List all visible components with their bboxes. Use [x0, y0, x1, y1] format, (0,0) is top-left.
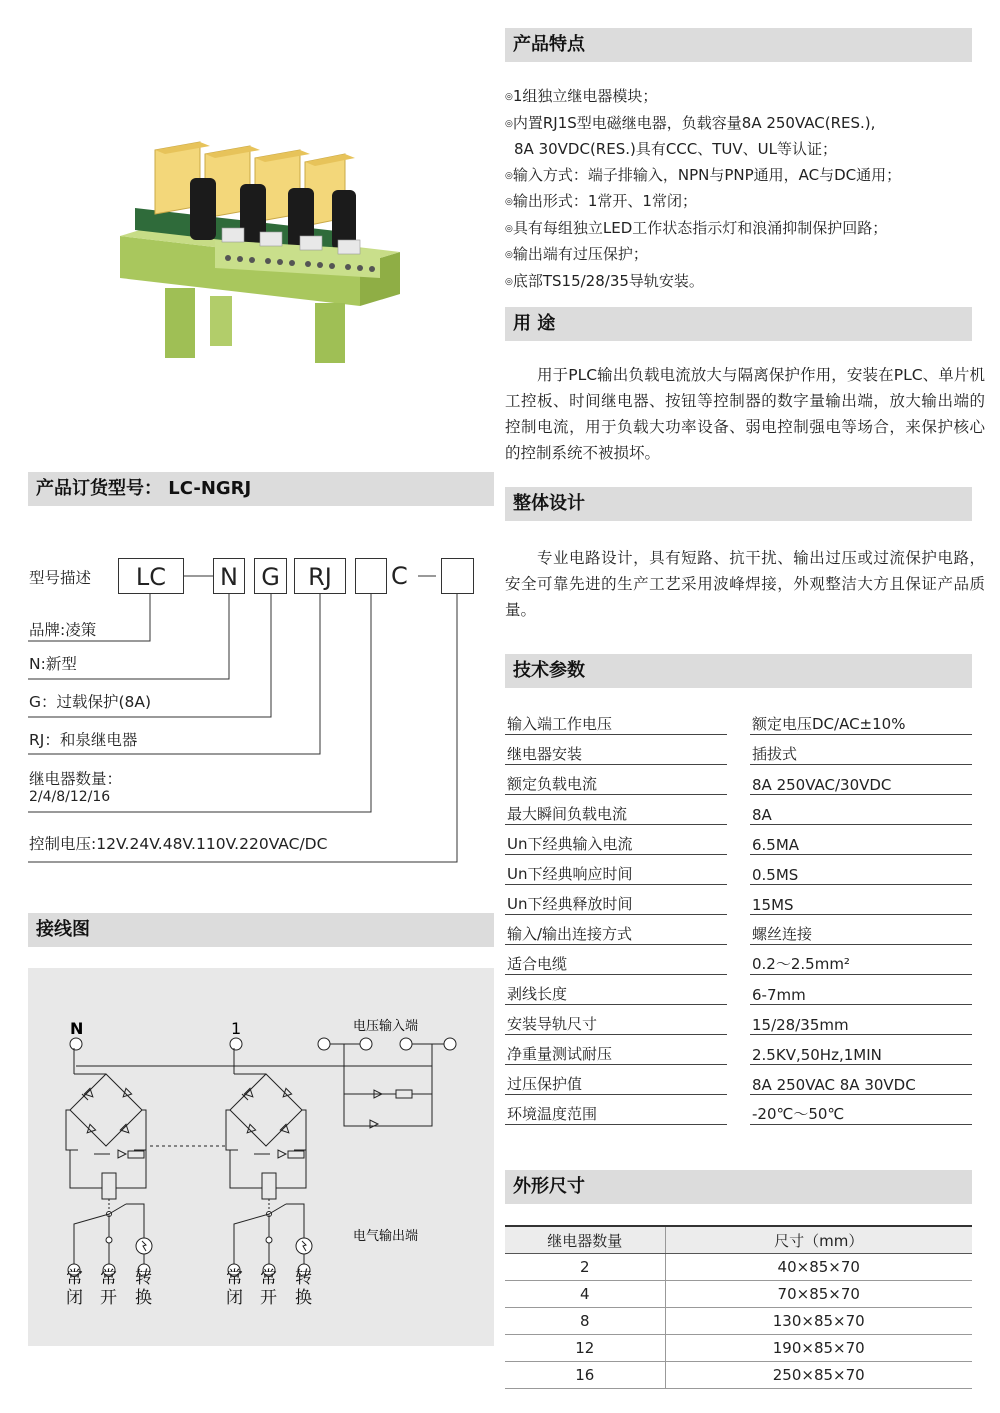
out-label-nc-1: 常 — [66, 1268, 83, 1288]
out-label-com-1: 转 — [135, 1268, 152, 1288]
spec-row — [505, 1065, 972, 1095]
spec-value: 8A 250VAC 8A 30VDC — [750, 1065, 972, 1095]
spec-row — [505, 975, 972, 1005]
spec-row — [505, 945, 972, 975]
terminal-1-label: 1 — [231, 1019, 242, 1038]
out-label-nc-1: 常 — [226, 1268, 243, 1288]
voltage-input-label: 电压输入端 — [353, 1019, 419, 1034]
wiring-diagram — [28, 968, 494, 1346]
spec-label: 适合电缆 — [505, 945, 727, 975]
model-desc-label: 型号描述 — [29, 569, 92, 587]
bullet-icon: ◎ — [505, 197, 513, 207]
spec-label: 剥线长度 — [505, 975, 727, 1005]
bullet-icon: ◎ — [505, 250, 513, 260]
spec-row — [505, 915, 972, 945]
dim-size: 190×85×70 — [665, 1335, 972, 1362]
spec-gap — [727, 705, 750, 735]
spec-row — [505, 765, 972, 795]
design-header: 整体设计 — [505, 487, 972, 521]
order-label-n: N:新型 — [29, 655, 77, 673]
spec-value: 0.2～2.5mm² — [750, 945, 972, 975]
dim-col-size: 尺寸（mm） — [665, 1226, 972, 1254]
out-label-nc-2: 闭 — [66, 1288, 83, 1308]
feature-item: ◎输出形式：1常开、1常闭； — [505, 192, 697, 210]
bullet-icon: ◎ — [505, 92, 513, 102]
code-box-n: N — [213, 558, 245, 594]
spec-gap — [727, 945, 750, 975]
bullet-icon: ◎ — [505, 170, 513, 181]
dim-row — [505, 1335, 972, 1362]
spec-row — [505, 705, 972, 735]
spec-value: 额定电压DC/AC±10% — [750, 705, 972, 735]
spec-label: Un下经典释放时间 — [505, 885, 727, 915]
spec-row — [505, 795, 972, 825]
order-label-voltage: 控制电压:12V.24V.48V.110V.220VAC/DC — [29, 835, 328, 853]
dim-col-count: 继电器数量 — [505, 1226, 665, 1254]
spec-label: 净重量测试耐压 — [505, 1035, 727, 1065]
spec-value: 8A 250VAC/30VDC — [750, 765, 972, 795]
order-label-rj: RJ：和泉继电器 — [29, 731, 138, 749]
spec-label: 最大瞬间负载电流 — [505, 795, 727, 825]
spec-value: 15MS — [750, 885, 972, 915]
feature-item: ◎输出端有过压保护； — [505, 245, 648, 263]
spec-label: 环境温度范围 — [505, 1095, 727, 1125]
electrical-output-label: 电气输出端 — [353, 1229, 419, 1244]
spec-gap — [727, 825, 750, 855]
spec-row — [505, 1095, 972, 1125]
spec-label: 额定负载电流 — [505, 765, 727, 795]
out-label-no-2: 开 — [100, 1288, 117, 1308]
spec-row — [505, 1035, 972, 1065]
spec-gap — [727, 1035, 750, 1065]
dim-size: 70×85×70 — [665, 1281, 972, 1308]
spec-label: 过压保护值 — [505, 1065, 727, 1095]
dim-row — [505, 1362, 972, 1389]
usage-text: 用于PLC输出负载电流放大与隔离保护作用，安装在PLC、单片机工控板、时间继电器、按钮等控制器的数字量输出端，放大输出端的控制电流，用于负载大功率设备、弱电控制强电等场合，来保护核心的控制系统不被损坏。 — [505, 366, 985, 462]
features-list — [505, 84, 985, 295]
bullet-icon: ◎ — [505, 118, 513, 129]
order-header: 产品订货型号： LC-NGRJ — [28, 472, 494, 506]
code-letter-c: C — [391, 562, 408, 590]
features-header: 产品特点 — [505, 28, 972, 62]
dim-count: 8 — [505, 1308, 665, 1335]
out-label-no-1: 常 — [260, 1268, 277, 1288]
spec-gap — [727, 915, 750, 945]
spec-value: 0.5MS — [750, 855, 972, 885]
spec-label: 继电器安装 — [505, 735, 727, 765]
spec-gap — [727, 765, 750, 795]
out-label-com-2: 换 — [135, 1288, 152, 1308]
spec-gap — [727, 795, 750, 825]
spec-value: 8A — [750, 795, 972, 825]
dim-count: 12 — [505, 1335, 665, 1362]
spec-value: -20℃～50℃ — [750, 1095, 972, 1125]
spec-gap — [727, 1005, 750, 1035]
out-label-com-2: 换 — [295, 1288, 312, 1308]
code-box-rj: RJ — [294, 558, 346, 594]
dim-count: 16 — [505, 1362, 665, 1389]
spec-gap — [727, 855, 750, 885]
spec-gap — [727, 975, 750, 1005]
wiring-header: 接线图 — [28, 913, 494, 947]
feature-item: ◎1组独立继电器模块； — [505, 87, 658, 105]
bullet-icon: ◎ — [505, 223, 513, 234]
feature-item: ◎底部TS15/28/35导轨安装。 — [505, 271, 704, 290]
specs-header: 技术参数 — [505, 654, 972, 688]
usage-header: 用 途 — [505, 307, 972, 341]
spec-gap — [727, 1095, 750, 1125]
dim-size: 250×85×70 — [665, 1362, 972, 1389]
out-label-com-1: 转 — [295, 1268, 312, 1288]
dim-size: 130×85×70 — [665, 1308, 972, 1335]
spec-row — [505, 1005, 972, 1035]
dim-count: 4 — [505, 1281, 665, 1308]
spec-value: 6.5MA — [750, 825, 972, 855]
code-box-g: G — [254, 558, 287, 594]
spec-value: 螺丝连接 — [750, 915, 972, 945]
out-label-nc-2: 闭 — [226, 1288, 243, 1308]
spec-value: 15/28/35mm — [750, 1005, 972, 1035]
order-label-brand: 品牌:凌策 — [29, 621, 97, 639]
out-label-no-2: 开 — [260, 1288, 277, 1308]
spec-value: 插拔式 — [750, 735, 972, 765]
code-box-lc: LC — [118, 558, 184, 594]
order-label-count: 继电器数量： — [29, 770, 123, 788]
spec-label: Un下经典输入电流 — [505, 825, 727, 855]
spec-label: Un下经典响应时间 — [505, 855, 727, 885]
spec-value: 2.5KV,50Hz,1MIN — [750, 1035, 972, 1065]
spec-value: 6-7mm — [750, 975, 972, 1005]
terminal-n-label: N — [70, 1019, 84, 1038]
design-text: 专业电路设计，具有短路、抗干扰、输出过压或过流保护电路，安全可靠先进的生产工艺采用波峰焊接，外观整洁大方且保证产品质量。 — [505, 549, 985, 619]
spec-row — [505, 825, 972, 855]
spec-gap — [727, 1065, 750, 1095]
spec-label: 输入/输出连接方式 — [505, 915, 727, 945]
spec-row — [505, 885, 972, 915]
out-label-no-1: 常 — [100, 1268, 117, 1288]
spec-label: 安装导轨尺寸 — [505, 1005, 727, 1035]
dimensions-table — [505, 1225, 972, 1389]
dim-row — [505, 1281, 972, 1308]
spec-gap — [727, 885, 750, 915]
spec-gap — [727, 735, 750, 765]
feature-item: ◎内置RJ1S型电磁继电器，负载容量8A 250VAC(RES.), — [505, 113, 876, 132]
dim-size: 40×85×70 — [665, 1254, 972, 1281]
dim-row — [505, 1308, 972, 1335]
order-label-g: G：过载保护(8A) — [29, 693, 152, 711]
feature-item: 8A 30VDC(RES.)具有CCC、TUV、UL等认证； — [514, 140, 837, 158]
order-label-count-values: 2/4/8/12/16 — [29, 789, 111, 805]
spec-row — [505, 735, 972, 765]
feature-item: ◎输入方式：端子排输入，NPN与PNP通用，AC与DC通用； — [505, 165, 902, 184]
spec-row — [505, 855, 972, 885]
feature-item: ◎具有每组独立LED工作状态指示灯和浪涌抑制保护回路； — [505, 218, 888, 237]
dim-count: 2 — [505, 1254, 665, 1281]
dimensions-header: 外形尺寸 — [505, 1170, 972, 1204]
spec-label: 输入端工作电压 — [505, 705, 727, 735]
specs-table — [505, 705, 972, 1125]
bullet-icon: ◎ — [505, 276, 513, 287]
dim-row — [505, 1254, 972, 1281]
